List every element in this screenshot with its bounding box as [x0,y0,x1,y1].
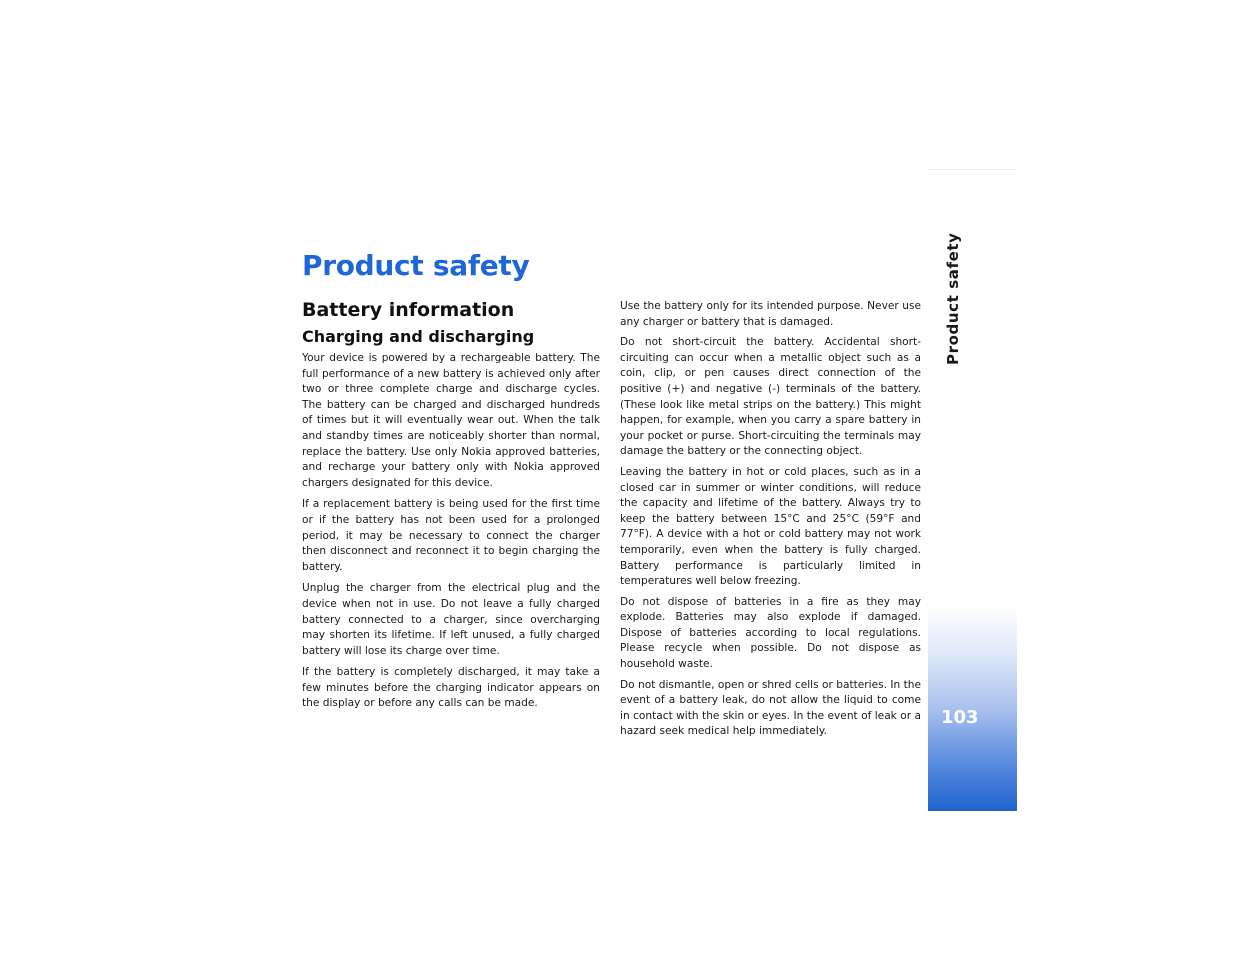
paragraph: Do not short-circuit the battery. Accidental short-circuiting can occur when a metallic object such as a coin, clip, or pen causes direct connection of the positive (+) and negative (-) terminals of the battery. (These look like metal strips on the battery.) This might happen, for example, when you carry a spare battery in your pocket or purse. Short-circuiting the terminals may damage the battery or the connecting object. [620,336,921,458]
paragraph: Unplug the charger from the electrical plug and the device when not in use. Do not leave a fully charged battery connected to a charger, since overcharging may shorten its lifetime. If left unused, a fully charged battery will lose its charge over time. [302,582,600,657]
left-column [302,298,600,718]
chapter-tab-label: Product safety [944,232,962,365]
paragraph: Do not dispose of batteries in a fire as they may explode. Batteries may also explode if damaged. Dispose of batteries according to local regulations. Please recycle when possible. Do not dispose as household waste. [620,595,921,671]
paragraph: Use the battery only for its intended purpose. Never use any charger or battery that is damaged. [620,300,921,328]
page-number: 103 [941,707,979,728]
paragraph: If a replacement battery is being used for the first time or if the battery has not been used for a prolonged period, it may be necessary to connect the charger then disconnect and reconnect it to begin charging the battery. [302,498,600,573]
paragraph: Your device is powered by a rechargeable battery. The full performance of a new battery is achieved only after two or three complete charge and discharge cycles. The battery can be charged and discharged hundreds of times but it will eventually wear out. When the talk and standby times are noticeably shorter than normal, replace the battery. Use only Nokia approved batteries, and recharge your battery only with Nokia approved chargers designated for this device. [302,352,600,489]
section-heading: Battery information [302,299,515,321]
right-column [620,298,921,745]
paragraph: Leaving the battery in hot or cold places, such as in a closed car in summer or winter conditions, will reduce the capacity and lifetime of the battery. Always try to keep the battery between 15°C and 25°C (59°F and 77°F). A device with a hot or cold battery may not work temporarily, even when the battery is fully charged. Battery performance is particularly limited in temperatures well below freezing. [620,465,921,588]
paragraph: Do not dismantle, open or shred cells or batteries. In the event of a battery leak, do not allow the liquid to come in contact with the skin or eyes. In the event of leak or a hazard seek medical help immediately. [620,678,921,738]
sub-heading: Charging and discharging [302,327,535,346]
paragraph: If the battery is completely discharged, it may take a few minutes before the charging indicator appears on the display or before any calls can be made. [302,666,600,710]
page-title: Product safety [302,249,530,282]
